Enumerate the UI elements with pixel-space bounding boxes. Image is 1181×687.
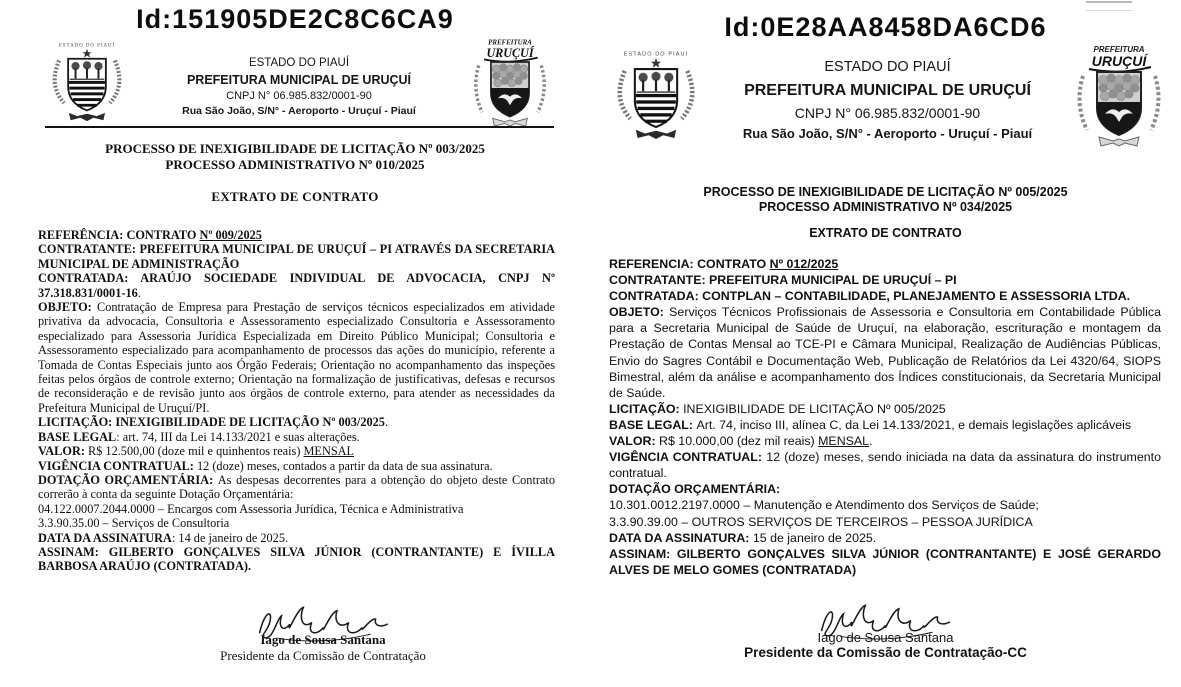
text-segment: As despesas decorrentes para a obtenção do objeto deste Contrato correrão à conta da seguinte Dotação Orçamentária: bbox=[38, 472, 555, 502]
text-segment: CONTRATADA: ARAÚJO SOCIEDADE INDIVIDUAL DE ADVOCACIA, CNPJ Nº 37.318.831/0001-16 bbox=[38, 271, 555, 300]
contract-paragraph bbox=[609, 256, 1161, 272]
contract-paragraph bbox=[38, 516, 555, 530]
signer-role: Presidente da Comissão de Contratação-CC bbox=[744, 645, 1027, 660]
contract-paragraph bbox=[38, 502, 555, 516]
contract-body bbox=[609, 256, 1161, 578]
estado-piaui-coat-of-arms-icon bbox=[46, 39, 128, 136]
crest-text-prefeitura: PREFEITURA bbox=[1093, 45, 1145, 54]
process-title-line2: PROCESSO ADMINISTRATIVO Nº 010/2025 bbox=[165, 157, 425, 172]
signer-role: Presidente da Comissão de Contratação bbox=[220, 648, 426, 663]
contract-paragraph bbox=[609, 417, 1161, 433]
arms-arc-text: ESTADO DO PIAUÍ bbox=[58, 42, 116, 48]
crest-text-prefeitura: PREFEITURA bbox=[488, 39, 532, 47]
contract-paragraph bbox=[38, 531, 555, 545]
text-segment: MENSAL bbox=[818, 434, 870, 449]
contract-paragraph bbox=[609, 272, 1161, 288]
contract-paragraph bbox=[38, 271, 555, 300]
contract-paragraph bbox=[38, 300, 555, 415]
text-segment: 3.3.90.35.00 – Serviços de Consultoria bbox=[38, 516, 230, 531]
prefeitura-urucui-crest-icon bbox=[470, 36, 550, 138]
text-segment: CONTRATANTE: PREFEITURA MUNICIPAL DE URUÇUÍ – PI bbox=[609, 273, 957, 288]
text-segment: ASSINAM: GILBERTO GONÇALVES SILVA JÚNIOR (CONTRANTANTE) E ÍVILLA BARBOSA ARAÚJO (CONTRATADA). bbox=[38, 544, 555, 574]
text-segment: VALOR: bbox=[609, 434, 660, 449]
text-segment: DOTAÇÃO ORÇAMENTÁRIA: bbox=[609, 482, 781, 497]
text-segment: DOTAÇÃO ORÇAMENTÁRIA: bbox=[38, 472, 218, 487]
state-name: ESTADO DO PIAUÍ bbox=[248, 57, 350, 70]
state-name: ESTADO DO PIAUÍ bbox=[824, 59, 951, 76]
contract-paragraph bbox=[38, 545, 555, 574]
left-header bbox=[46, 36, 550, 138]
contract-paragraph bbox=[609, 546, 1161, 578]
text-segment: OBJETO: bbox=[38, 300, 97, 315]
signer-name: Iago de Sousa Santana bbox=[260, 632, 386, 647]
right-document-id: Id:0E28AA8458DA6CD6 bbox=[724, 12, 1047, 42]
contract-paragraph bbox=[609, 497, 1161, 513]
text-segment: CONTRATADA: CONTPLAN – CONTABILIDADE, PLANEJAMENTO E ASSESSORIA LTDA. bbox=[609, 289, 1131, 304]
municipality-address: Rua São João, S/N° - Aeroporto - Uruçuí - Piauí bbox=[182, 104, 416, 117]
municipality-address: Rua São João, S/N° - Aeroporto - Uruçuí - Piauí bbox=[742, 126, 1033, 142]
text-segment: R$ 10.000,00 (dez mil reais) bbox=[659, 434, 819, 449]
contract-paragraph bbox=[609, 530, 1161, 546]
text-segment: : 14 de janeiro de 2025. bbox=[171, 530, 289, 545]
text-segment: OBJETO: bbox=[609, 305, 670, 320]
header-divider bbox=[45, 126, 554, 128]
text-segment: BASE LEGAL: bbox=[609, 417, 697, 432]
cnpj-number: CNPJ N° 06.985.832/0001-90 bbox=[226, 89, 372, 102]
contract-paragraph bbox=[38, 430, 555, 444]
text-segment: . bbox=[869, 434, 873, 449]
contract-paragraph bbox=[609, 401, 1161, 417]
text-segment: 15 de janeiro de 2025. bbox=[752, 530, 877, 545]
contract-paragraph bbox=[38, 459, 555, 473]
contract-paragraph bbox=[609, 449, 1161, 481]
right-document bbox=[590, 0, 1181, 687]
text-segment: Art. 74, inciso III, alínea C, da Lei 14.133/2021, e demais legislações aplicáveis bbox=[696, 417, 1132, 432]
process-title-line1: PROCESSO DE INEXIGIBILIDADE DE LICITAÇÃO Nº 005/2025 bbox=[703, 185, 1068, 199]
text-segment: Serviços Técnicos Profissionais de Assessoria e Consultoria em Contabilidade Pública para a Secretaria Municipal de Saúde de Uruçuí, na elaboração, escrituração e montagem da Prestação de Contas Mensal ao TCE-PI e Câmara Municipal, Realização de Audiências Públicas, Envio do Sagres Contábil e Documentação Web, Publicação de Relatórios da Lei 4320/64, SIOPS Bimestral, além da análise e acompanhamento dos Índices constitucionais, da Secretaria Municipal de Saúde. bbox=[609, 305, 1162, 400]
text-segment: Nº 012/2025 bbox=[769, 257, 839, 271]
process-title-line1: PROCESSO DE INEXIGIBILIDADE DE LICITAÇÃO Nº 003/2025 bbox=[105, 141, 485, 156]
text-segment: VIGÊNCIA CONTRATUAL: bbox=[38, 458, 197, 473]
text-segment: REFERENCIA: CONTRATO bbox=[609, 257, 770, 271]
text-segment: INEXIGIBILIDADE DE LICITAÇÃO Nº 005/2025 bbox=[683, 401, 946, 416]
text-segment: : art. 74, III da Lei 14.133/2021 e suas alterações. bbox=[116, 429, 360, 444]
text-segment: CONTRATANTE: PREFEITURA MUNICIPAL DE URUÇUÍ – PI ATRAVÉS DA SECRETARIA MUNICIPAL DE ADMINISTRAÇÃO bbox=[38, 242, 555, 271]
right-header bbox=[610, 42, 1165, 159]
text-segment: MENSAL bbox=[303, 444, 355, 459]
municipality-name: PREFEITURA MUNICIPAL DE URUÇUÍ bbox=[186, 72, 412, 87]
contract-paragraph bbox=[609, 481, 1161, 497]
contract-paragraph bbox=[38, 228, 555, 242]
text-segment: DATA DA ASSINATURA: bbox=[609, 530, 753, 545]
contract-paragraph bbox=[38, 473, 555, 502]
signer-name: Iago de Sousa Santana bbox=[817, 630, 954, 645]
cnpj-number: CNPJ N° 06.985.832/0001-90 bbox=[794, 105, 981, 122]
text-segment: 12 (doze) meses, sendo iniciada na data da assinatura do instrumento contratual. bbox=[609, 450, 1161, 481]
text-segment: VIGÊNCIA CONTRATUAL: bbox=[609, 450, 767, 465]
contract-paragraph bbox=[38, 444, 555, 458]
contract-paragraph bbox=[609, 514, 1161, 530]
text-segment: Nº 009/2025 bbox=[199, 228, 262, 242]
municipality-name: PREFEITURA MUNICIPAL DE URUÇUÍ bbox=[744, 82, 1031, 100]
arms-arc-text: ESTADO DO PIAUÍ bbox=[623, 50, 689, 57]
contract-paragraph bbox=[38, 242, 555, 271]
section-title: EXTRATO DE CONTRATO bbox=[211, 189, 379, 204]
left-document-id: Id:151905DE2C8C6CA9 bbox=[136, 4, 454, 34]
text-segment: 12 (doze) meses, contados a partir da data de sua assinatura. bbox=[196, 458, 493, 473]
text-segment: BASE LEGAL bbox=[38, 429, 117, 444]
text-segment: 3.3.90.39.00 – OUTROS SERVIÇOS DE TERCEIROS – PESSOA JURÍDICA bbox=[609, 514, 1033, 529]
contract-paragraph bbox=[609, 288, 1161, 304]
text-segment: 10.301.0012.2197.0000 – Manutenção e Atendimento dos Serviços de Saúde; bbox=[609, 498, 1039, 513]
contract-body bbox=[38, 228, 555, 574]
text-segment: . bbox=[384, 415, 389, 430]
signature-block bbox=[28, 604, 618, 664]
left-document bbox=[0, 0, 590, 687]
text-segment: LICITAÇÃO: INEXIGIBILIDADE DE LICITAÇÃO Nº 003/2025 bbox=[38, 415, 385, 430]
text-segment: REFERÊNCIA: CONTRATO bbox=[38, 228, 200, 242]
text-segment: ASSINAM: GILBERTO GONÇALVES SILVA JÚNIOR (CONTRANTANTE) E JOSÉ GERARDO ALVES DE MELO GOMES (CONTRATADA) bbox=[609, 546, 1161, 577]
text-segment: 04.122.0007.2044.0000 – Encargos com Assessoria Jurídica, Técnica e Administrativa bbox=[38, 501, 464, 516]
signature-block bbox=[590, 602, 1181, 660]
contract-paragraph bbox=[38, 415, 555, 429]
process-title-line2: PROCESSO ADMINISTRATIVO Nº 034/2025 bbox=[758, 200, 1013, 214]
left-header-text bbox=[128, 56, 470, 117]
crest-text-urucui: URUÇUÍ bbox=[1091, 53, 1147, 69]
text-segment: LICITAÇÃO: bbox=[609, 401, 684, 416]
prefeitura-urucui-crest-icon bbox=[1073, 42, 1165, 159]
text-segment: VALOR: bbox=[38, 444, 88, 459]
right-header-text bbox=[702, 57, 1073, 143]
crest-text-urucui: URUÇUÍ bbox=[486, 45, 534, 60]
section-title: EXTRATO DE CONTRATO bbox=[809, 226, 962, 240]
contract-paragraph bbox=[609, 433, 1161, 449]
scan-artifact bbox=[1086, 1, 1132, 11]
text-segment: DATA DA ASSINATURA bbox=[38, 530, 172, 545]
text-segment: R$ 12.500,00 (doze mil e quinhentos reais) bbox=[88, 444, 304, 459]
estado-piaui-coat-of-arms-icon bbox=[610, 47, 702, 155]
text-segment: Contratação de Empresa para Prestação de serviços técnicos especializados em atividade privativa da advocacia, Consultoria e Assessoramento especializado Consultoria e Assessoramento especializado para Assessoria Jurídica Especializada em Direito Público Municipal; Consultoria e Assessoramento especializado para acompanhamento de processos das ações do município, referente a Tomada de Contas Especiais junto aos Órgão Federais; Orientação no acompanhamento das inspeções feitas pelos órgãos de controle externo; Orientação na formalização de justificativas, defesas e recursos de reconsideração e de revisão junto aos órgãos de controle externo, para atender as necessidades da Prefeitura Municipal de Uruçuí/PI. bbox=[38, 300, 555, 415]
text-segment: . bbox=[137, 285, 141, 300]
contract-paragraph bbox=[609, 304, 1161, 401]
